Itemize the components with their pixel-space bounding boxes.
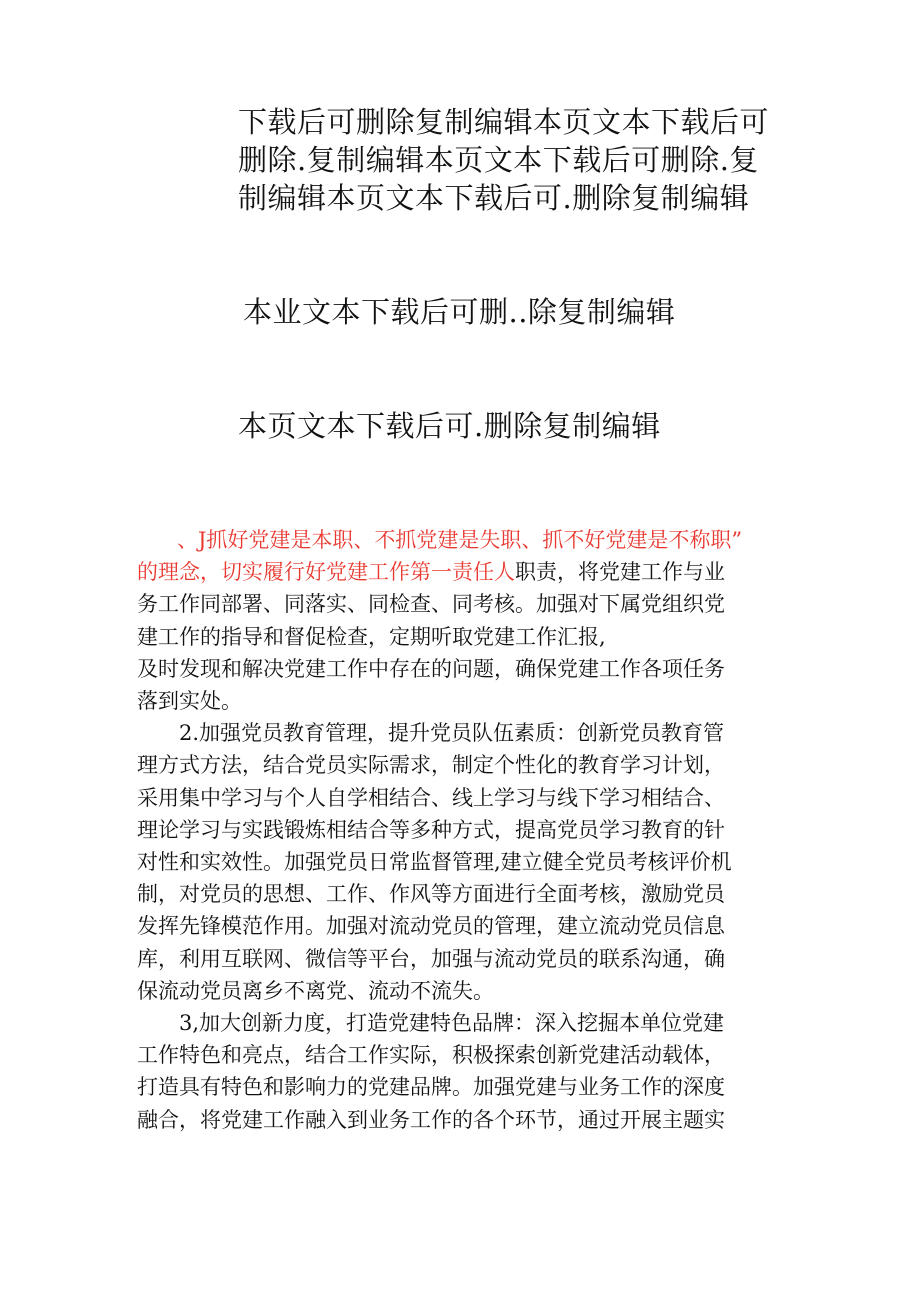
paragraph-2-line: 理论学习与实践锻炼相结合等多种方式，提高党员学习教育的针 — [137, 817, 725, 842]
paragraph-2-line: 制，对党员的思想、工作、作风等方面进行全面考核，激励党员 — [137, 882, 725, 907]
highlight-red-text: 的理念，切实履行好党建工作第一责任人 — [137, 560, 515, 585]
paragraph-1-line: 建工作的指导和督促检查，定期听取党建工作汇报, — [137, 624, 606, 649]
header-line-1: 下载后可删除复制编辑本页文本下载后可 — [238, 105, 770, 139]
highlight-red-text: 、J抓好党建是本职、不抓党建是失职、抓不好党建是不称职” — [177, 528, 743, 552]
paragraph-2-line: 保流动党员离乡不离党、流动不流失。 — [137, 978, 494, 1003]
paragraph-3-line: 融合，将党建工作融入到业务工作的各个环节，通过开展主题实 — [137, 1107, 725, 1132]
paragraph-3-line: 3,加大创新力度，打造党建特色品牌：深入挖掘本单位党建 — [179, 1011, 725, 1036]
paragraph-2-line: 2.加强党员教育管理，提升党员队伍素质：创新党员教育管 — [179, 721, 725, 746]
paragraph-2-line: 库，利用互联网、微信等平台，加强与流动党员的联系沟通，确 — [137, 946, 725, 971]
subtitle-line-1: 本业文本下载后可删..除复制编辑 — [243, 295, 676, 329]
paragraph-3-line: 打造具有特色和影响力的党建品牌。加强党建与业务工作的深度 — [137, 1075, 725, 1100]
paragraph-2-line: 理方式方法，结合党员实际需求，制定个性化的教育学习计划， — [137, 753, 725, 778]
subtitle-line-2: 本页文本下载后可.删除复制编辑 — [238, 409, 661, 443]
paragraph-3-line: 工作特色和亮点，结合工作实际，积极探索创新党建活动载体， — [137, 1043, 725, 1068]
paragraph-1-line: 及时发现和解决党建工作中存在的问题，确保党建工作各项任务 — [137, 656, 725, 681]
document-body — [137, 524, 797, 1136]
paragraph-1-line-2 — [137, 556, 797, 588]
paragraph-1-line: 务工作同部署、同落实、同检查、同考核。加强对下属党组织党 — [137, 592, 725, 617]
paragraph-2-line: 对性和实效性。加强党员日常监督管理,建立健全党员考核评价机 — [137, 850, 732, 875]
header-watermark-text — [238, 103, 798, 217]
paragraph-text: 职责，将党建工作与业 — [515, 560, 725, 585]
paragraph-2-line: 采用集中学习与个人自学相结合、线上学习与线下学习相结合、 — [137, 785, 725, 810]
paragraph-1-line: 落到实处。 — [137, 689, 242, 714]
header-line-3: 制编辑本页文本下载后可.删除复制编辑 — [238, 181, 750, 215]
header-line-2: 删除.复制编辑本页文本下载后可删除.复 — [238, 143, 759, 177]
paragraph-2-line: 发挥先锋模范作用。加强对流动党员的管理，建立流动党员信息 — [137, 914, 725, 939]
paragraph-1-line-1 — [137, 524, 797, 556]
